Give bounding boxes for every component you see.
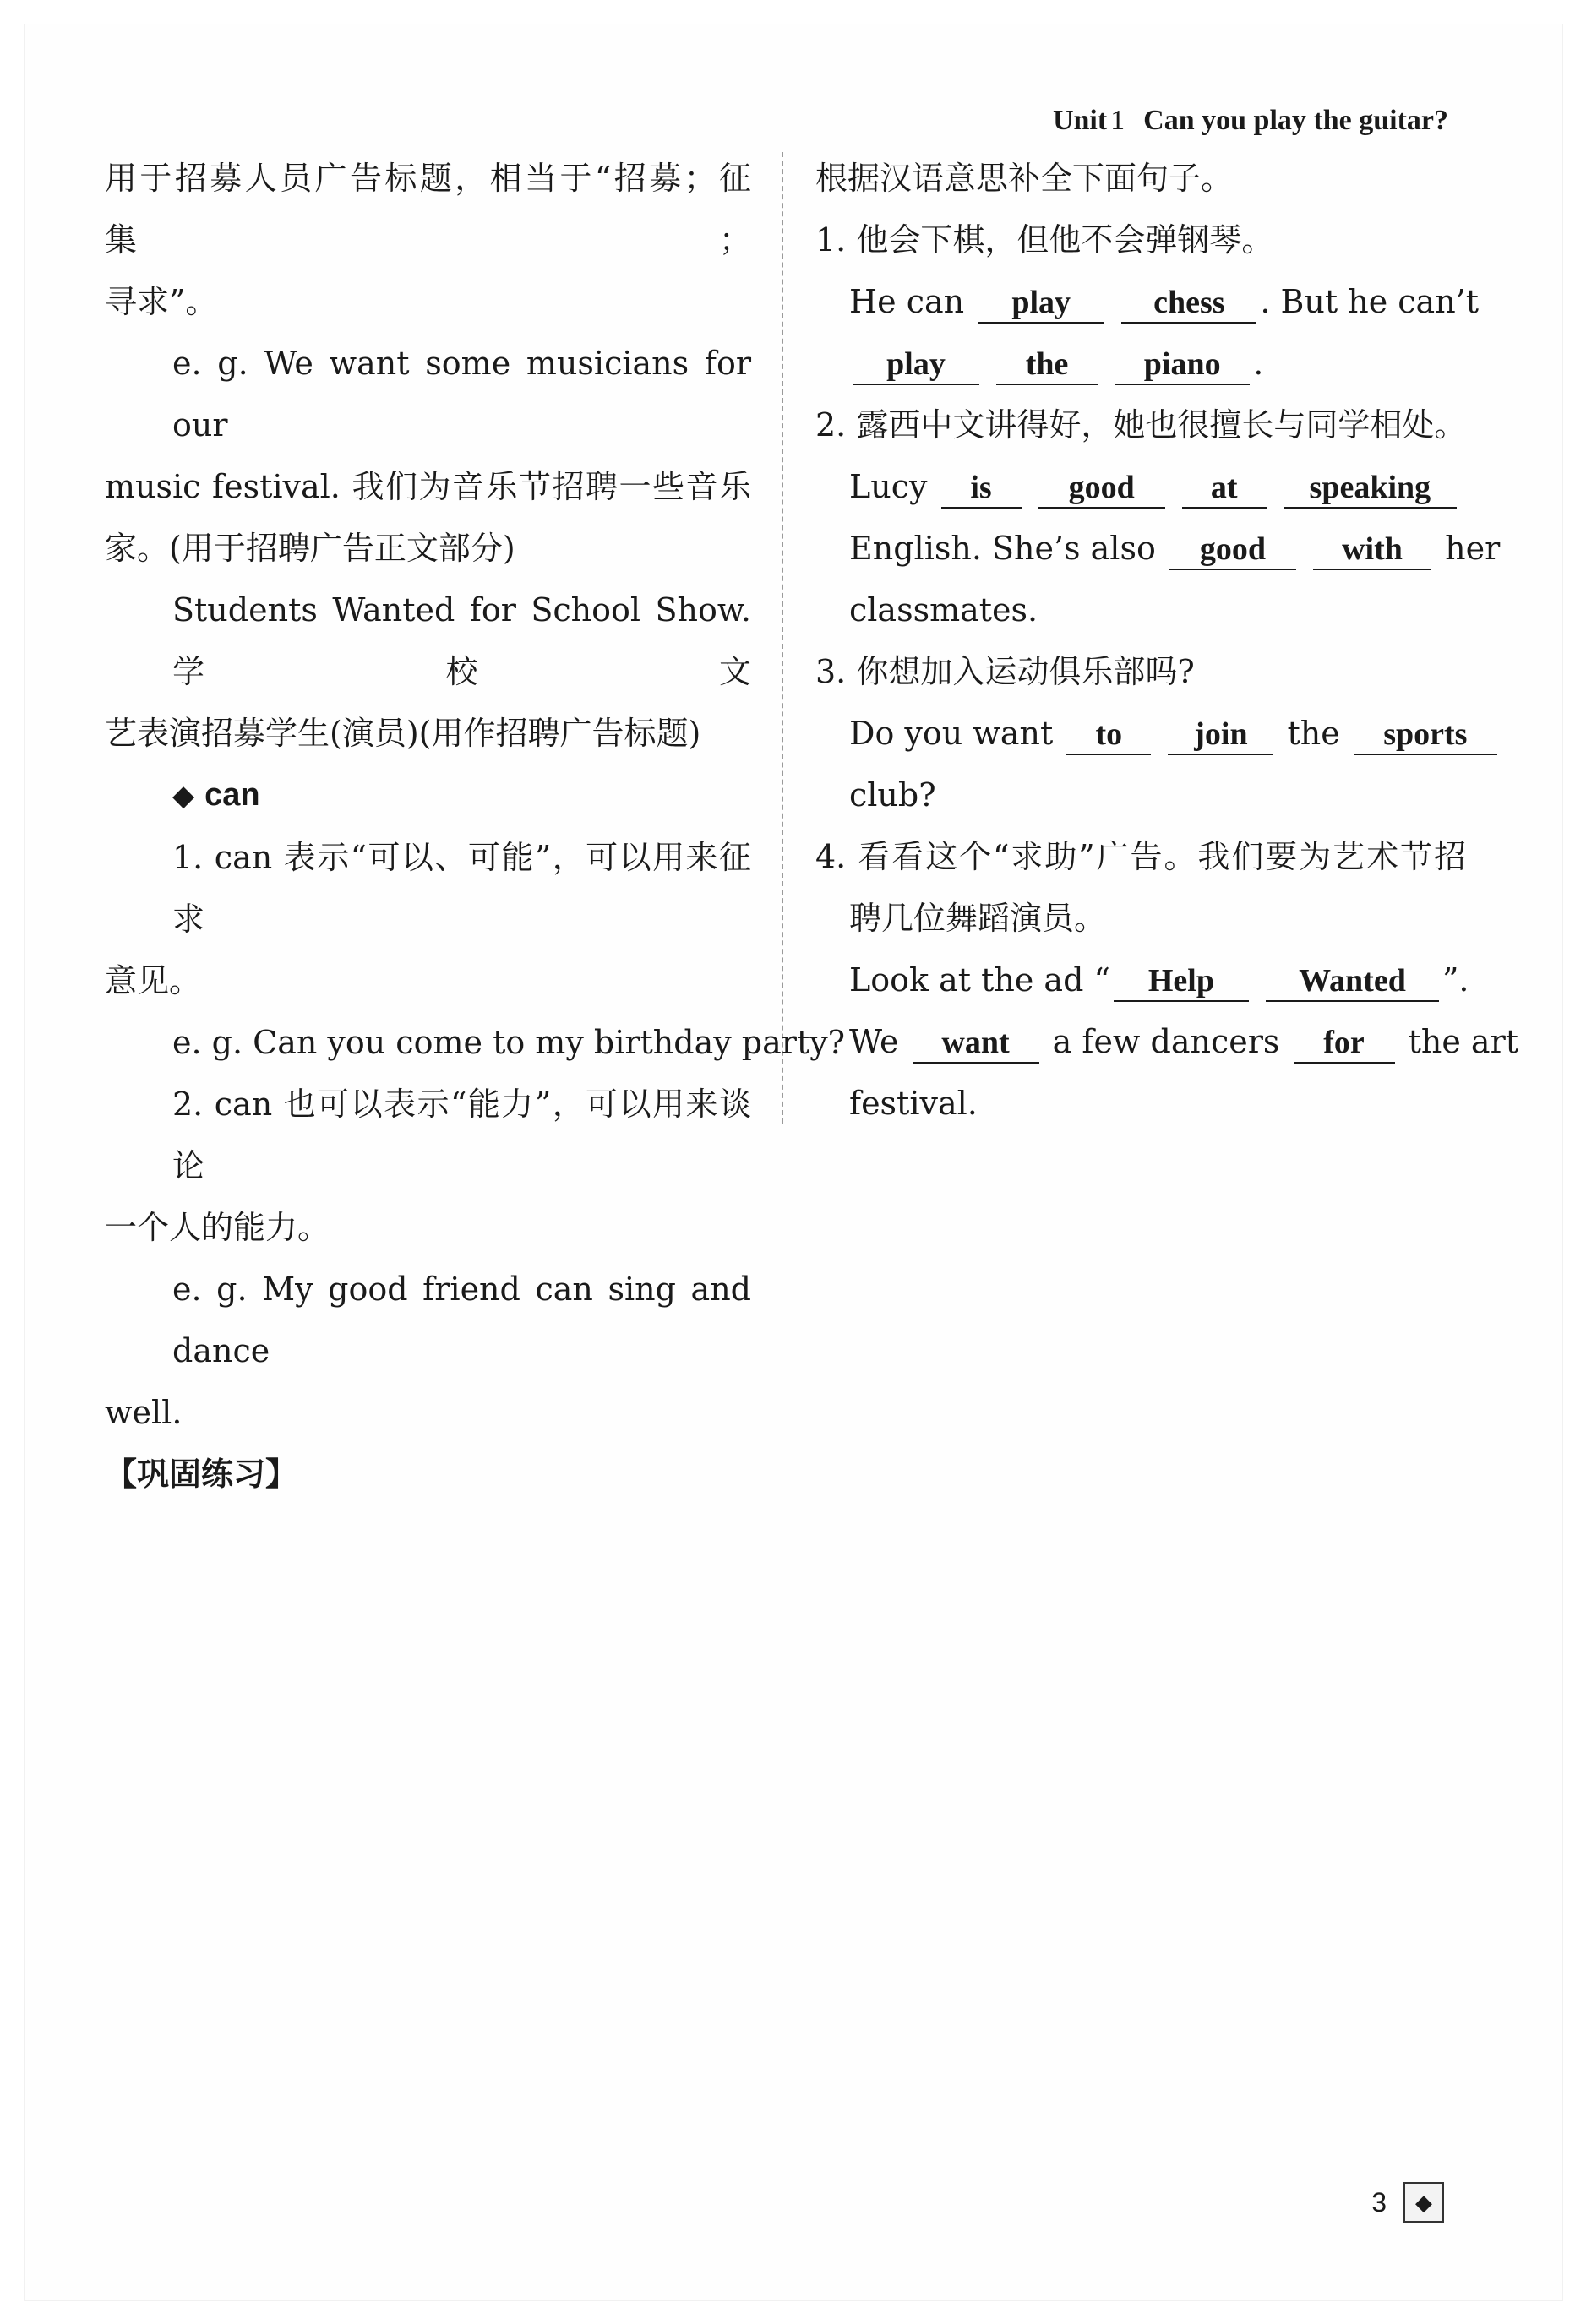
answer-blank[interactable]: want — [913, 1023, 1039, 1064]
answer-blank[interactable]: join — [1168, 715, 1273, 755]
example-line: e. g. Can you come to my birthday party? — [172, 1024, 846, 1061]
answer-blank[interactable]: with — [1313, 530, 1431, 570]
answer-blank[interactable]: good — [1169, 530, 1296, 570]
question-2-line-1 — [815, 456, 1466, 518]
page-header — [1053, 105, 1448, 137]
text: her — [1445, 530, 1501, 567]
text: ”. — [1442, 961, 1469, 999]
text-line: 一个人的能力。 — [105, 1209, 330, 1246]
diamond-icon: ◆ — [1403, 2182, 1444, 2223]
instruction: 根据汉语意思补全下面句子。 — [815, 160, 1234, 197]
text-line: 2. can 也可以表示“能力”，可以用来谈论 — [172, 1086, 751, 1184]
page-number: 3 — [1371, 2186, 1387, 2218]
can-heading-text: can — [204, 777, 260, 813]
question-2-line-2 — [815, 518, 1501, 580]
can-heading — [105, 765, 751, 827]
unit-number: 1 — [1110, 105, 1125, 136]
text-line: 1. can 表示“可以、可能”，可以用来征求 — [172, 839, 751, 938]
answer-blank[interactable]: is — [941, 468, 1022, 509]
answer-blank[interactable]: at — [1182, 468, 1267, 509]
page-footer — [1371, 2182, 1444, 2223]
example-line: Students Wanted for School Show. 学校文 — [172, 591, 751, 690]
text-line: music festival. 我们为音乐节招聘一些音乐 — [105, 468, 751, 505]
text: . — [1253, 345, 1264, 382]
question-1-chinese: 1. 他会下棋，但他不会弹钢琴。 — [815, 221, 1274, 259]
text-line: 家。(用于招聘广告正文部分) — [105, 530, 515, 567]
practice-title: 【巩固练习】 — [105, 1456, 298, 1493]
question-4-line-1 — [815, 950, 1469, 1011]
answer-blank[interactable]: sports — [1354, 715, 1497, 755]
text: a few dancers — [1052, 1023, 1280, 1060]
text: the art — [1408, 1023, 1519, 1060]
answer-blank[interactable]: to — [1066, 715, 1151, 755]
answer-blank[interactable]: chess — [1121, 283, 1256, 324]
column-divider — [782, 152, 783, 1124]
text: We — [849, 1023, 899, 1060]
text: the — [1287, 715, 1340, 752]
answer-blank[interactable]: good — [1038, 468, 1165, 509]
text: Do you want — [849, 715, 1054, 752]
question-4-chinese-1: 4. 看看这个“求助”广告。我们要为艺术节招 — [815, 838, 1466, 875]
right-column — [815, 148, 1519, 1135]
text: . But he can’t — [1260, 283, 1480, 320]
text-line: 艺表演招募学生(演员)(用作招聘广告标题) — [105, 715, 701, 752]
question-4-line-2 — [815, 1011, 1519, 1073]
question-4-chinese-2: 聘几位舞蹈演员。 — [849, 900, 1107, 937]
answer-blank[interactable]: play — [853, 345, 979, 385]
left-column — [105, 148, 846, 1505]
example-line: e. g. We want some musicians for our — [172, 345, 751, 444]
answer-blank[interactable]: play — [978, 283, 1104, 324]
answer-blank[interactable]: piano — [1115, 345, 1250, 385]
answer-blank[interactable]: Wanted — [1266, 961, 1439, 1002]
answer-blank[interactable]: the — [996, 345, 1098, 385]
question-2-chinese: 2. 露西中文讲得好，她也很擅长与同学相处。 — [815, 406, 1467, 444]
answer-blank[interactable]: for — [1294, 1023, 1395, 1064]
question-3-line-2: club? — [849, 776, 936, 814]
unit-title: Can you play the guitar? — [1143, 105, 1448, 136]
text: Look at the ad “ — [849, 961, 1110, 999]
question-1-line-1 — [815, 271, 1480, 333]
question-1-line-2 — [815, 333, 1466, 395]
text-line: well. — [105, 1394, 183, 1431]
text-line: 寻求”。 — [105, 283, 218, 320]
question-4-line-3: festival. — [849, 1085, 978, 1122]
text: English. She’s also — [849, 530, 1156, 567]
question-2-line-3: classmates. — [849, 591, 1038, 629]
text-line: 用于招募人员广告标题，相当于“招募；征集； — [105, 160, 751, 259]
example-line: e. g. My good friend can sing and dance — [172, 1271, 751, 1369]
answer-blank[interactable]: speaking — [1284, 468, 1457, 509]
question-3-line-1 — [815, 703, 1466, 765]
question-3-chinese: 3. 你想加入运动俱乐部吗? — [815, 653, 1195, 690]
text-line: 意见。 — [105, 962, 202, 999]
text: He can — [849, 283, 965, 320]
unit-label: Unit — [1052, 105, 1108, 136]
text: Lucy — [849, 468, 928, 505]
answer-blank[interactable]: Help — [1114, 961, 1249, 1002]
diamond-bullet-icon: ◆ — [172, 780, 195, 812]
